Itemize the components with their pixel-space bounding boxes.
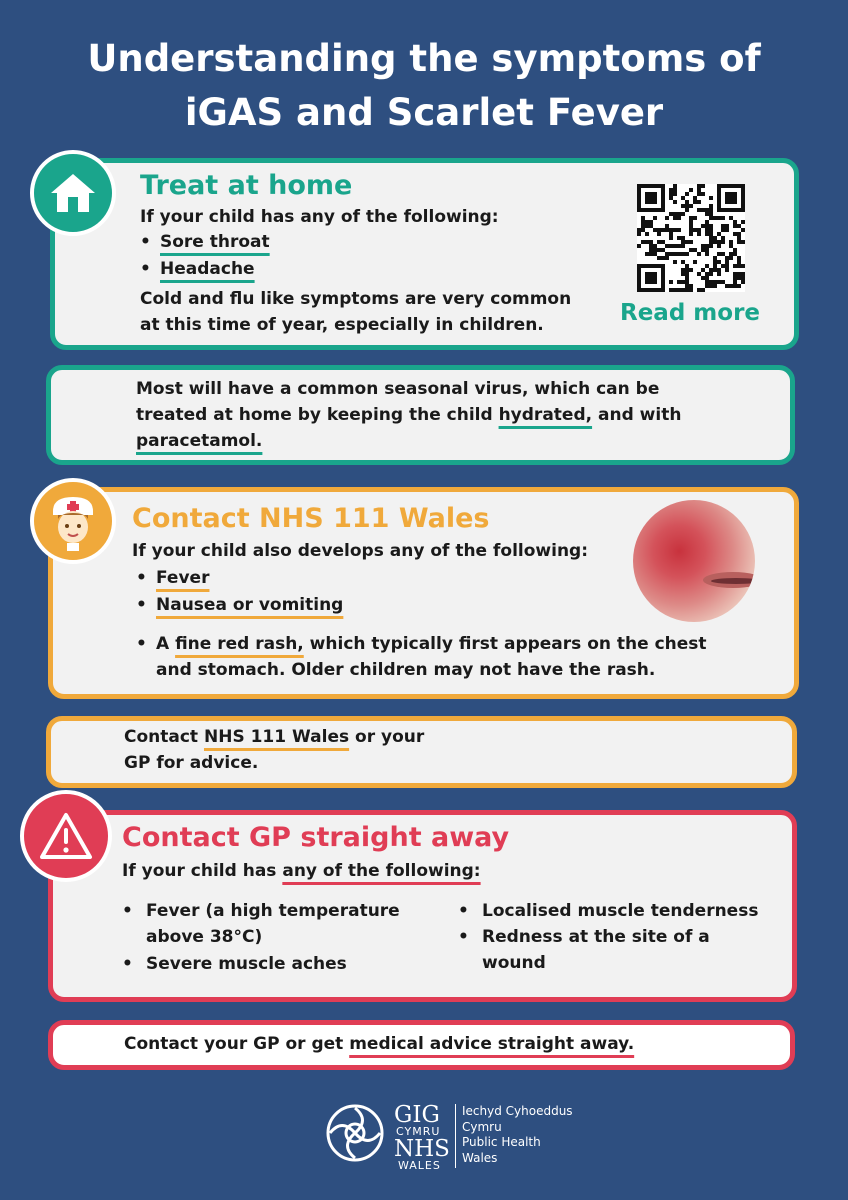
child-cheek-rash-photo: [633, 500, 755, 622]
nhs-text: NHS: [394, 1136, 450, 1162]
symptom-wound-redness: Redness at the site of a wound: [482, 927, 710, 973]
treat-at-home-heading: Treat at home: [140, 170, 353, 201]
contact-gp-intro: If your child has any of the following:: [122, 861, 481, 881]
public-health-wales-text: Iechyd Cyhoeddus Cymru Public Health Wales: [462, 1104, 573, 1165]
hydrated-highlight: hydrated,: [498, 405, 593, 425]
symptom-nausea: Nausea or vomiting: [156, 595, 344, 615]
nhs-111-intro: If your child also develops any of the following:: [132, 541, 589, 561]
symptom-sore-throat: Sore throat: [160, 232, 270, 252]
symptom-fever: Fever: [156, 568, 210, 588]
symptom-muscle-tenderness: Localised muscle tenderness: [482, 901, 759, 921]
symptom-headache: Headache: [160, 259, 255, 279]
nhs-111-wales-highlight: NHS 111 Wales: [203, 727, 350, 747]
read-more-link[interactable]: Read more: [620, 300, 761, 326]
house-icon: [30, 150, 116, 236]
title-line-2: iGAS and Scarlet Fever: [184, 91, 664, 134]
page-title: [0, 32, 848, 140]
symptom-high-fever: Fever (a high temperature above 38°C): [146, 901, 400, 947]
nhs-wales-knot-logo: [322, 1100, 388, 1166]
logo-divider: [455, 1104, 456, 1168]
gig-text: GIG: [394, 1102, 440, 1128]
medical-advice-highlight: medical advice straight away.: [349, 1034, 635, 1054]
treat-at-home-note: Cold and flu like symptoms are very common at this time of year, especially in children.: [140, 289, 572, 335]
nurse-icon: [30, 478, 116, 564]
nhs-111-advice-text: Contact NHS 111 Wales or your GP for advice.: [124, 727, 425, 773]
warning-icon: [20, 790, 112, 882]
treat-at-home-intro: If your child has any of the following:: [140, 207, 499, 227]
gp-advice-text: Contact your GP or get medical advice straight away.: [124, 1034, 635, 1054]
cymru-text: CYMRU: [396, 1125, 441, 1138]
home-advice-text: Most will have a common seasonal virus, which can be treated at home by keeping the child hydrated, and with paracetamol.: [136, 379, 682, 451]
any-of-following-highlight: any of the following:: [282, 861, 481, 881]
nhs-111-heading: Contact NHS 111 Wales: [132, 503, 490, 534]
symptom-muscle-aches: Severe muscle aches: [146, 954, 347, 974]
paracetamol-highlight: paracetamol.: [136, 431, 263, 451]
contact-gp-heading: Contact GP straight away: [122, 822, 510, 853]
fine-red-rash-highlight: fine red rash,: [175, 634, 304, 654]
title-line-1: Understanding the symptoms of: [87, 37, 761, 80]
wales-text: WALES: [398, 1159, 441, 1172]
symptom-rash: A fine red rash, which typically first appears on the chest and stomach. Older children may not have the rash.: [156, 634, 707, 680]
qr-code-icon[interactable]: [637, 184, 745, 292]
